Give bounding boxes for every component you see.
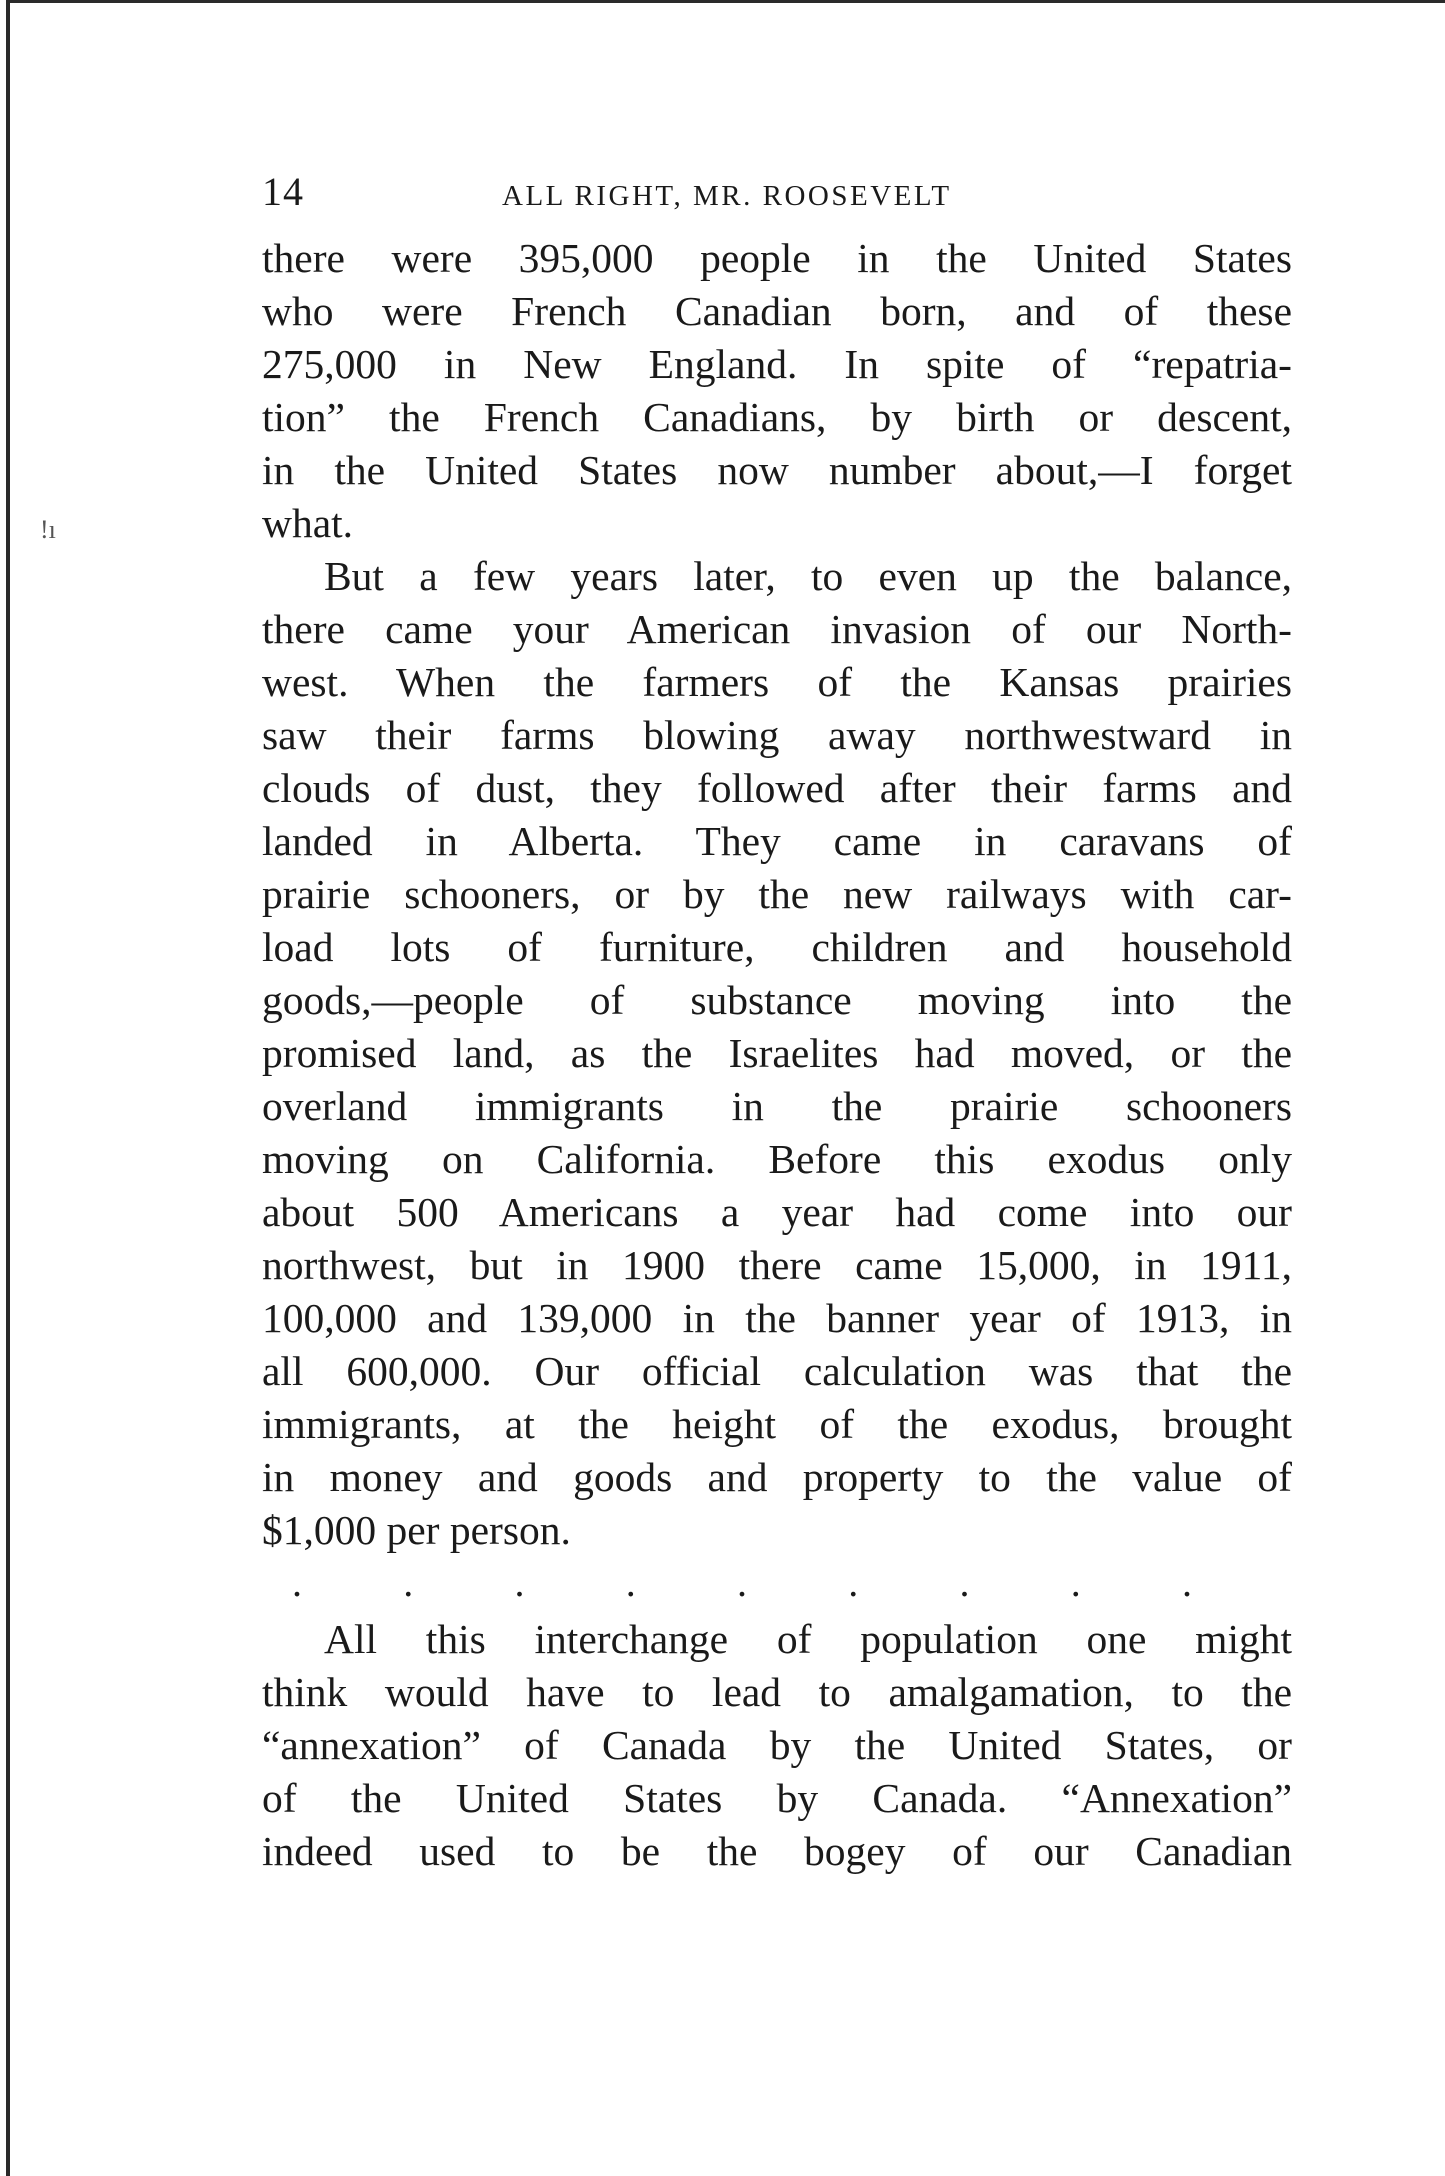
break-dot: . bbox=[848, 1560, 859, 1605]
break-dot: . bbox=[625, 1560, 636, 1605]
text-line: clouds of dust, they followed after their farms and bbox=[262, 765, 1292, 811]
text-line: northwest, but in 1900 there came 15,000, in 1911, bbox=[262, 1242, 1292, 1288]
break-dot: . bbox=[403, 1560, 414, 1605]
text-line: all 600,000. Our official calculation was that the bbox=[262, 1348, 1292, 1394]
scan-border-left bbox=[6, 0, 10, 2176]
break-dot: . bbox=[1070, 1560, 1081, 1605]
running-title: ALL RIGHT, MR. ROOSEVELT bbox=[502, 180, 952, 212]
running-head bbox=[262, 168, 1292, 232]
text-line: in the United States now number about,—I forget bbox=[262, 447, 1292, 493]
break-dot: . bbox=[1182, 1560, 1192, 1605]
break-dot: . bbox=[959, 1560, 970, 1605]
page-number: 14 bbox=[262, 169, 304, 214]
margin-mark: !ı bbox=[40, 515, 56, 544]
break-dot: . bbox=[737, 1560, 747, 1605]
scan-border-top bbox=[6, 0, 1445, 3]
text-line: All this interchange of population one might bbox=[324, 1616, 1292, 1662]
text-line: $1,000 per person. bbox=[262, 1507, 571, 1553]
body-text bbox=[262, 232, 1292, 1878]
paragraph-1 bbox=[262, 232, 1292, 550]
paragraph-3 bbox=[262, 1613, 1292, 1878]
text-line: prairie schooners, or by the new railways with car- bbox=[262, 871, 1292, 917]
text-line: saw their farms blowing away northwestward in bbox=[262, 712, 1292, 758]
section-break bbox=[292, 1560, 1192, 1613]
text-line: immigrants, at the height of the exodus, brought bbox=[262, 1401, 1292, 1447]
break-dot: . bbox=[514, 1560, 525, 1605]
text-line: in money and goods and property to the value of bbox=[262, 1454, 1292, 1500]
text-line: 100,000 and 139,000 in the banner year of 1913, in bbox=[262, 1295, 1292, 1341]
break-dot: . bbox=[292, 1560, 302, 1605]
text-line: of the United States by Canada. “Annexation” bbox=[262, 1775, 1292, 1821]
text-line: 275,000 in New England. In spite of “repatria- bbox=[262, 341, 1292, 387]
text-line: But a few years later, to even up the balance, bbox=[324, 553, 1292, 599]
text-line: promised land, as the Israelites had moved, or the bbox=[262, 1030, 1292, 1076]
text-line: there came your American invasion of our North- bbox=[262, 606, 1292, 652]
text-line: “annexation” of Canada by the United States, or bbox=[262, 1722, 1292, 1768]
text-line: overland immigrants in the prairie schooners bbox=[262, 1083, 1292, 1129]
text-line: load lots of furniture, children and household bbox=[262, 924, 1292, 970]
text-line: moving on California. Before this exodus only bbox=[262, 1136, 1292, 1182]
text-line: who were French Canadian born, and of these bbox=[262, 288, 1292, 334]
text-line: landed in Alberta. They came in caravans of bbox=[262, 818, 1292, 864]
text-line: think would have to lead to amalgamation, to the bbox=[262, 1669, 1292, 1715]
text-line: tion” the French Canadians, by birth or descent, bbox=[262, 394, 1292, 440]
text-line: indeed used to be the bogey of our Canadian bbox=[262, 1828, 1292, 1874]
text-line: goods,—people of substance moving into the bbox=[262, 977, 1292, 1023]
book-page bbox=[262, 168, 1292, 1878]
text-line: there were 395,000 people in the United States bbox=[262, 235, 1292, 281]
text-line: what. bbox=[262, 500, 354, 546]
paragraph-2 bbox=[262, 550, 1292, 1557]
text-line: west. When the farmers of the Kansas prairies bbox=[262, 659, 1292, 705]
text-line: about 500 Americans a year had come into our bbox=[262, 1189, 1292, 1235]
